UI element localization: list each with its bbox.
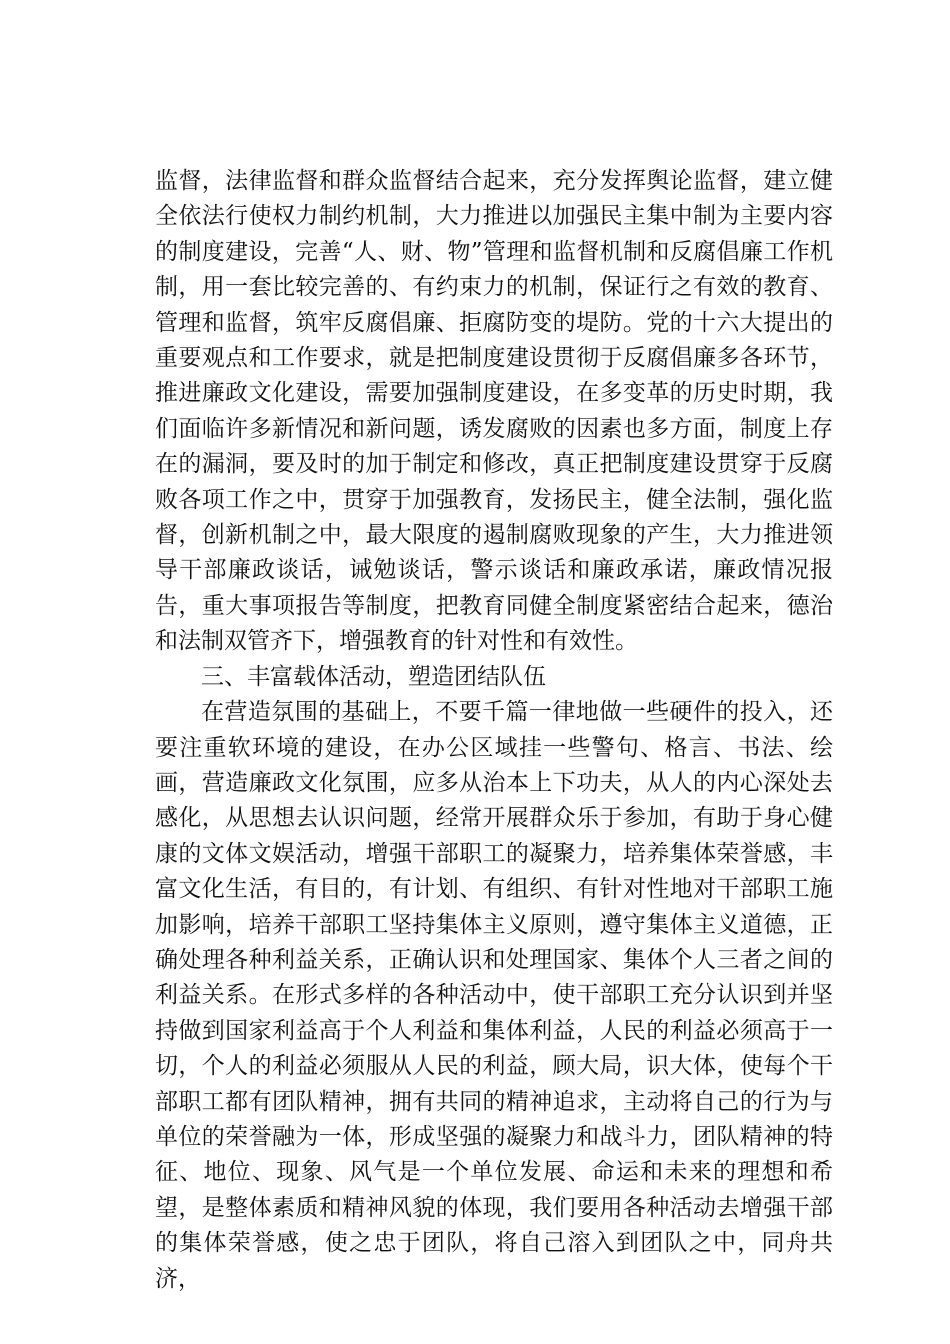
document-body (155, 164, 833, 1297)
body-paragraph-1: 监督，法律监督和群众监督结合起来，充分发挥舆论监督，建立健全依法行使权力制约机制，大力推进以加强民主集中制为主要内容的制度建设，完善“人、财、物”管理和监督机制和反腐倡廉工作机制，用一套比较完善的、有约束力的机制，保证行之有效的教育、管理和监督，筑牢反腐倡廉、拒腐防变的堤防。党的十六大提出的重要观点和工作要求，就是把制度建设贯彻于反腐倡廉多各环节，推进廉政文化建设，需要加强制度建设，在多变革的历史时期，我们面临许多新情况和新问题，诱发腐败的因素也多方面，制度上存在的漏洞，要及时的加于制定和修改，真正把制度建设贯穿于反腐败各项工作之中，贯穿于加强教育，发扬民主，健全法制，强化监督，创新机制之中，最大限度的遏制腐败现象的产生，大力推进领导干部廉政谈话，诫勉谈话，警示谈话和廉政承诺，廉政情况报告，重大事项报告等制度，把教育同健全制度紧密结合起来，德治和法制双管齐下，增强教育的针对性和有效性。 (155, 168, 833, 655)
section-heading: 三、丰富载体活动，塑造团结队伍 (201, 663, 546, 690)
body-paragraph-2: 在营造氛围的基础上，不要千篇一律地做一些硬件的投入，还要注重软环境的建设，在办公区域挂一些警句、格言、书法、绘画，营造廉政文化氛围，应多从治本上下功夫，从人的内心深处去感化，从思想去认识问题，经常开展群众乐于参加，有助于身心健康的文体文娱活动，增强干部职工的凝聚力，培养集体荣誉感，丰富文化生活，有目的，有计划、有组织、有针对性地对干部职工施加影响，培养干部职工坚持集体主义原则，遵守集体主义道德，正确处理各种利益关系，正确认识和处理国家、集体个人三者之间的利益关系。在形式多样的各种活动中，使干部职工充分认识到并坚持做到国家利益高于个人利益和集体利益，人民的利益必须高于一切，个人的利益必须服从人民的利益，顾大局，识大体，使每个干部职工都有团队精神，拥有共同的精神追求，主动将自己的行为与单位的荣誉融为一体，形成坚强的凝聚力和战斗力，团队精神的特征、地位、现象、风气是一个单位发展、命运和未来的理想和希望，是整体素质和精神风貌的体现，我们要用各种活动去增强干部的集体荣誉感，使之忠于团队，将自己溶入到团队之中，同舟共济， (155, 699, 833, 1292)
